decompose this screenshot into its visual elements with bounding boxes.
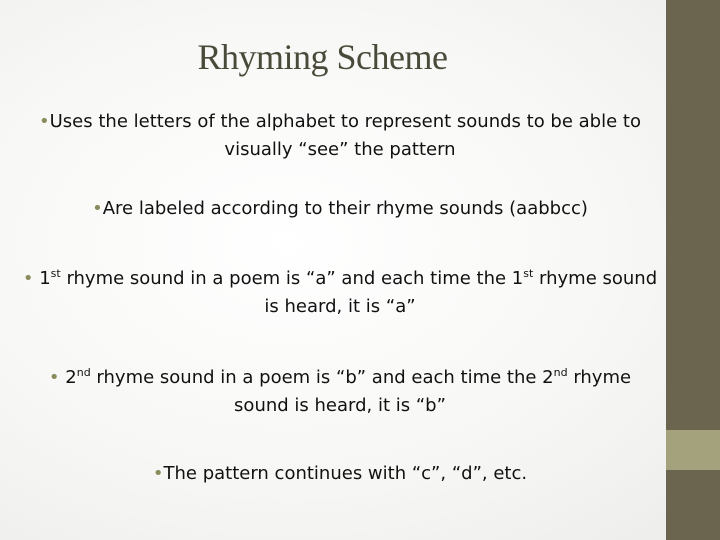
bullet-text-part: rhyme sound is heard, it is “b” [234, 367, 632, 416]
ordinal-suffix: nd [76, 366, 91, 379]
sidebar-decoration-top [666, 0, 720, 430]
bullet-text-part: rhyme sound is heard, it is “a” [264, 268, 658, 317]
bullet-text-part: rhyme sound in a poem is “a” and each time the 1 [60, 268, 524, 289]
bullet-dot: • [39, 111, 50, 132]
bullet-text: The pattern continues with “c”, “d”, etc. [163, 463, 528, 484]
bullet-text-part: 2 [65, 367, 77, 388]
bullet-item [20, 460, 660, 488]
bullet-text: Uses the letters of the alphabet to represent sounds to be able to visually “see” the pattern [49, 111, 641, 160]
bullet-item [20, 108, 660, 164]
bullet-text-part: rhyme sound in a poem is “b” and each time the 2 [90, 367, 554, 388]
ordinal-suffix: nd [553, 366, 568, 379]
bullet-text: Are labeled according to their rhyme sounds (aabbcc) [102, 198, 588, 219]
ordinal-suffix: st [523, 267, 534, 280]
sidebar-accent-stripe [666, 430, 720, 470]
bullet-dot: • [22, 268, 34, 289]
sidebar-decoration-bottom [666, 470, 720, 540]
bullet-item [20, 364, 660, 420]
bullet-dot: • [48, 367, 60, 388]
bullet-dot: • [152, 463, 164, 484]
ordinal-suffix: st [50, 267, 61, 280]
slide-title: Rhyming Scheme [197, 37, 448, 77]
bullet-item [20, 265, 660, 321]
bullet-dot: • [92, 198, 103, 219]
bullet-item [20, 195, 660, 223]
bullet-text-part: 1 [39, 268, 51, 289]
